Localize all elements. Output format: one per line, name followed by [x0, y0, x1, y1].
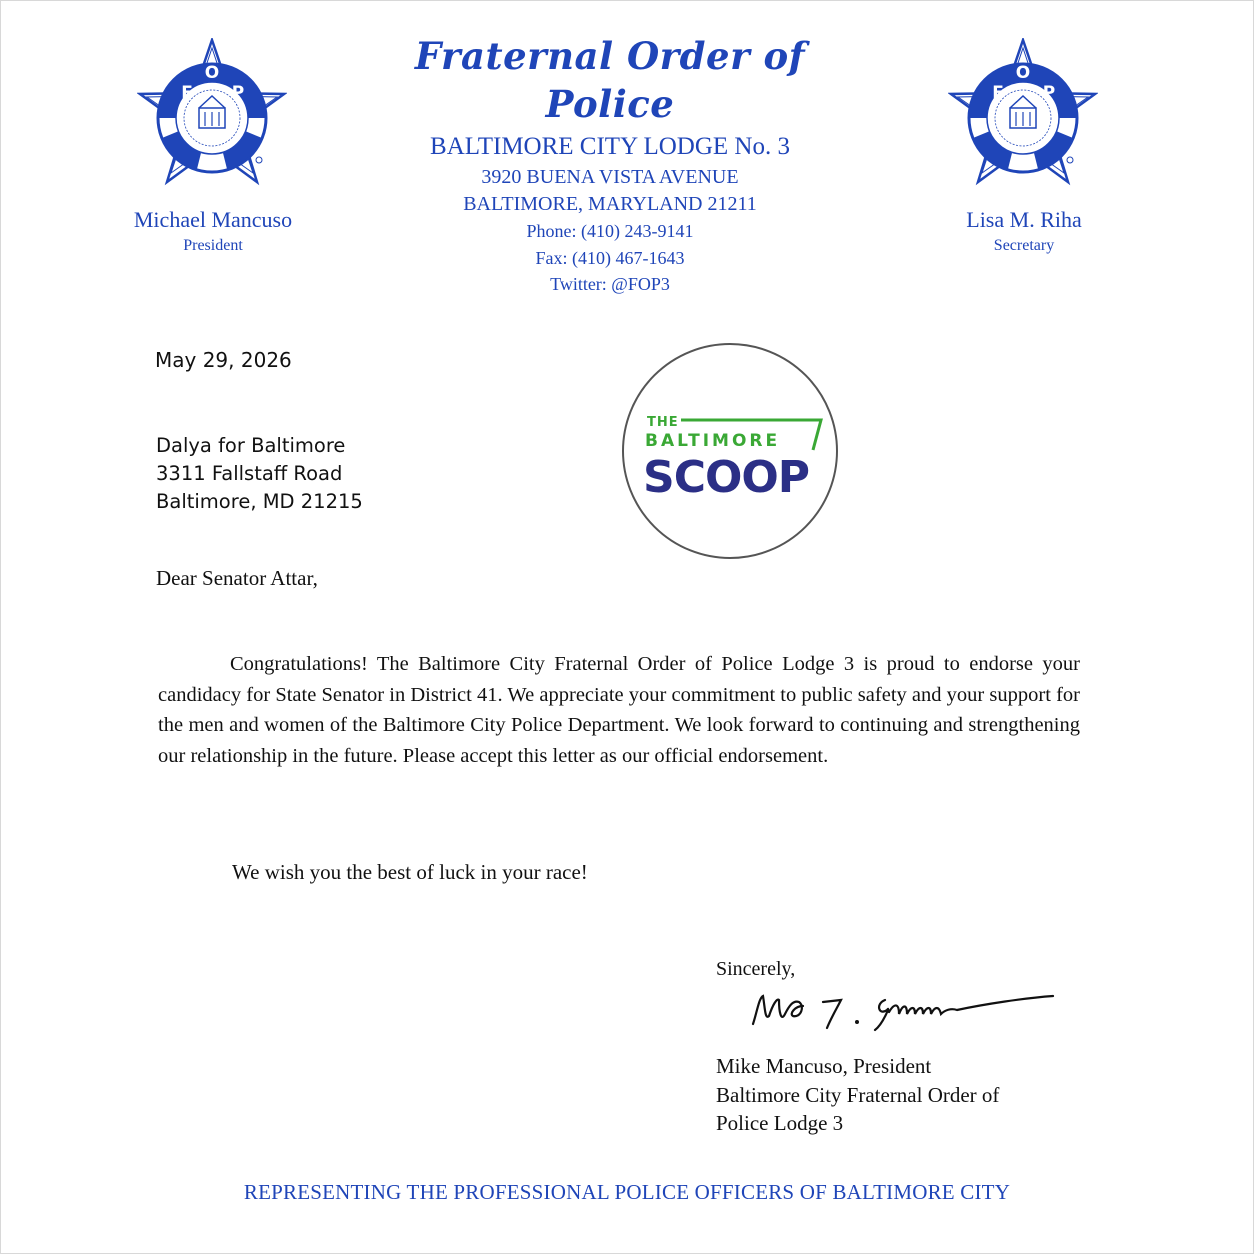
officer-title: President: [183, 237, 243, 254]
officer-name: Lisa M. Riha: [966, 207, 1082, 232]
logo-the-text: THE: [647, 415, 679, 430]
logo-baltimore-text: BALTIMORE: [645, 431, 781, 451]
address-line-2: BALTIMORE, MARYLAND 21211: [463, 193, 757, 215]
logo-scoop-text: SCOOP: [643, 452, 810, 503]
signer-line-2: Baltimore City Fraternal Order of: [716, 1082, 1000, 1107]
letter-date: May 29, 2026: [155, 348, 292, 372]
org-title: Fraternal Order of Police: [414, 34, 806, 126]
emblem-letter-o: O: [204, 63, 220, 83]
phone: Phone: (410) 243-9141: [526, 221, 694, 241]
officer-secretary: [904, 206, 1144, 258]
footer-motto: REPRESENTING THE PROFESSIONAL POLICE OFFICERS OF BALTIMORE CITY: [243, 1180, 1011, 1204]
emblem-letter-f: F: [181, 83, 193, 103]
handwritten-signature: [745, 984, 1065, 1036]
recipient-line-1: Dalya for Baltimore: [156, 434, 346, 457]
fax: Fax: (410) 467-1643: [535, 247, 685, 268]
recipient-address: [156, 432, 363, 516]
lodge-name: BALTIMORE CITY LODGE No. 3: [430, 133, 790, 160]
baltimore-scoop-logo: [621, 342, 839, 560]
signer-line-3: Police Lodge 3: [716, 1111, 844, 1135]
recipient-line-3: Baltimore, MD 21215: [156, 490, 363, 513]
fop-star-emblem-right: [948, 38, 1098, 188]
letterhead: [360, 32, 860, 298]
emblem-letter-p: P: [231, 83, 245, 103]
closing: Sincerely,: [716, 958, 796, 980]
twitter-handle: Twitter: @FOP3: [550, 274, 670, 294]
emblem-letter-f: F: [992, 83, 1004, 103]
officer-president: [93, 206, 333, 258]
signer-block: [716, 1052, 999, 1138]
closing-wish: We wish you the best of luck in your race!: [232, 860, 588, 884]
letter-body: Congratulations! The Baltimore City Fraternal Order of Police Lodge 3 is proud to endorse your candidacy for State Senator in District 41. We appreciate your commitment to public safety and your support for the men and women of the Baltimore City Police Department. We look forward to continuing and strengthening our relationship in the future. Please accept this letter as our official endorsement.: [158, 653, 1080, 767]
officer-name: Michael Mancuso: [133, 207, 293, 232]
officer-title: Secretary: [993, 237, 1055, 254]
recipient-line-2: 3311 Fallstaff Road: [156, 462, 343, 485]
fop-star-emblem-left: [137, 38, 287, 188]
signer-line-1: Mike Mancuso, President: [716, 1054, 932, 1078]
emblem-letter-p: P: [1042, 83, 1056, 103]
salutation: Dear Senator Attar,: [156, 566, 318, 590]
emblem-letter-o: O: [1015, 63, 1031, 83]
address-line-1: 3920 BUENA VISTA AVENUE: [481, 166, 739, 188]
